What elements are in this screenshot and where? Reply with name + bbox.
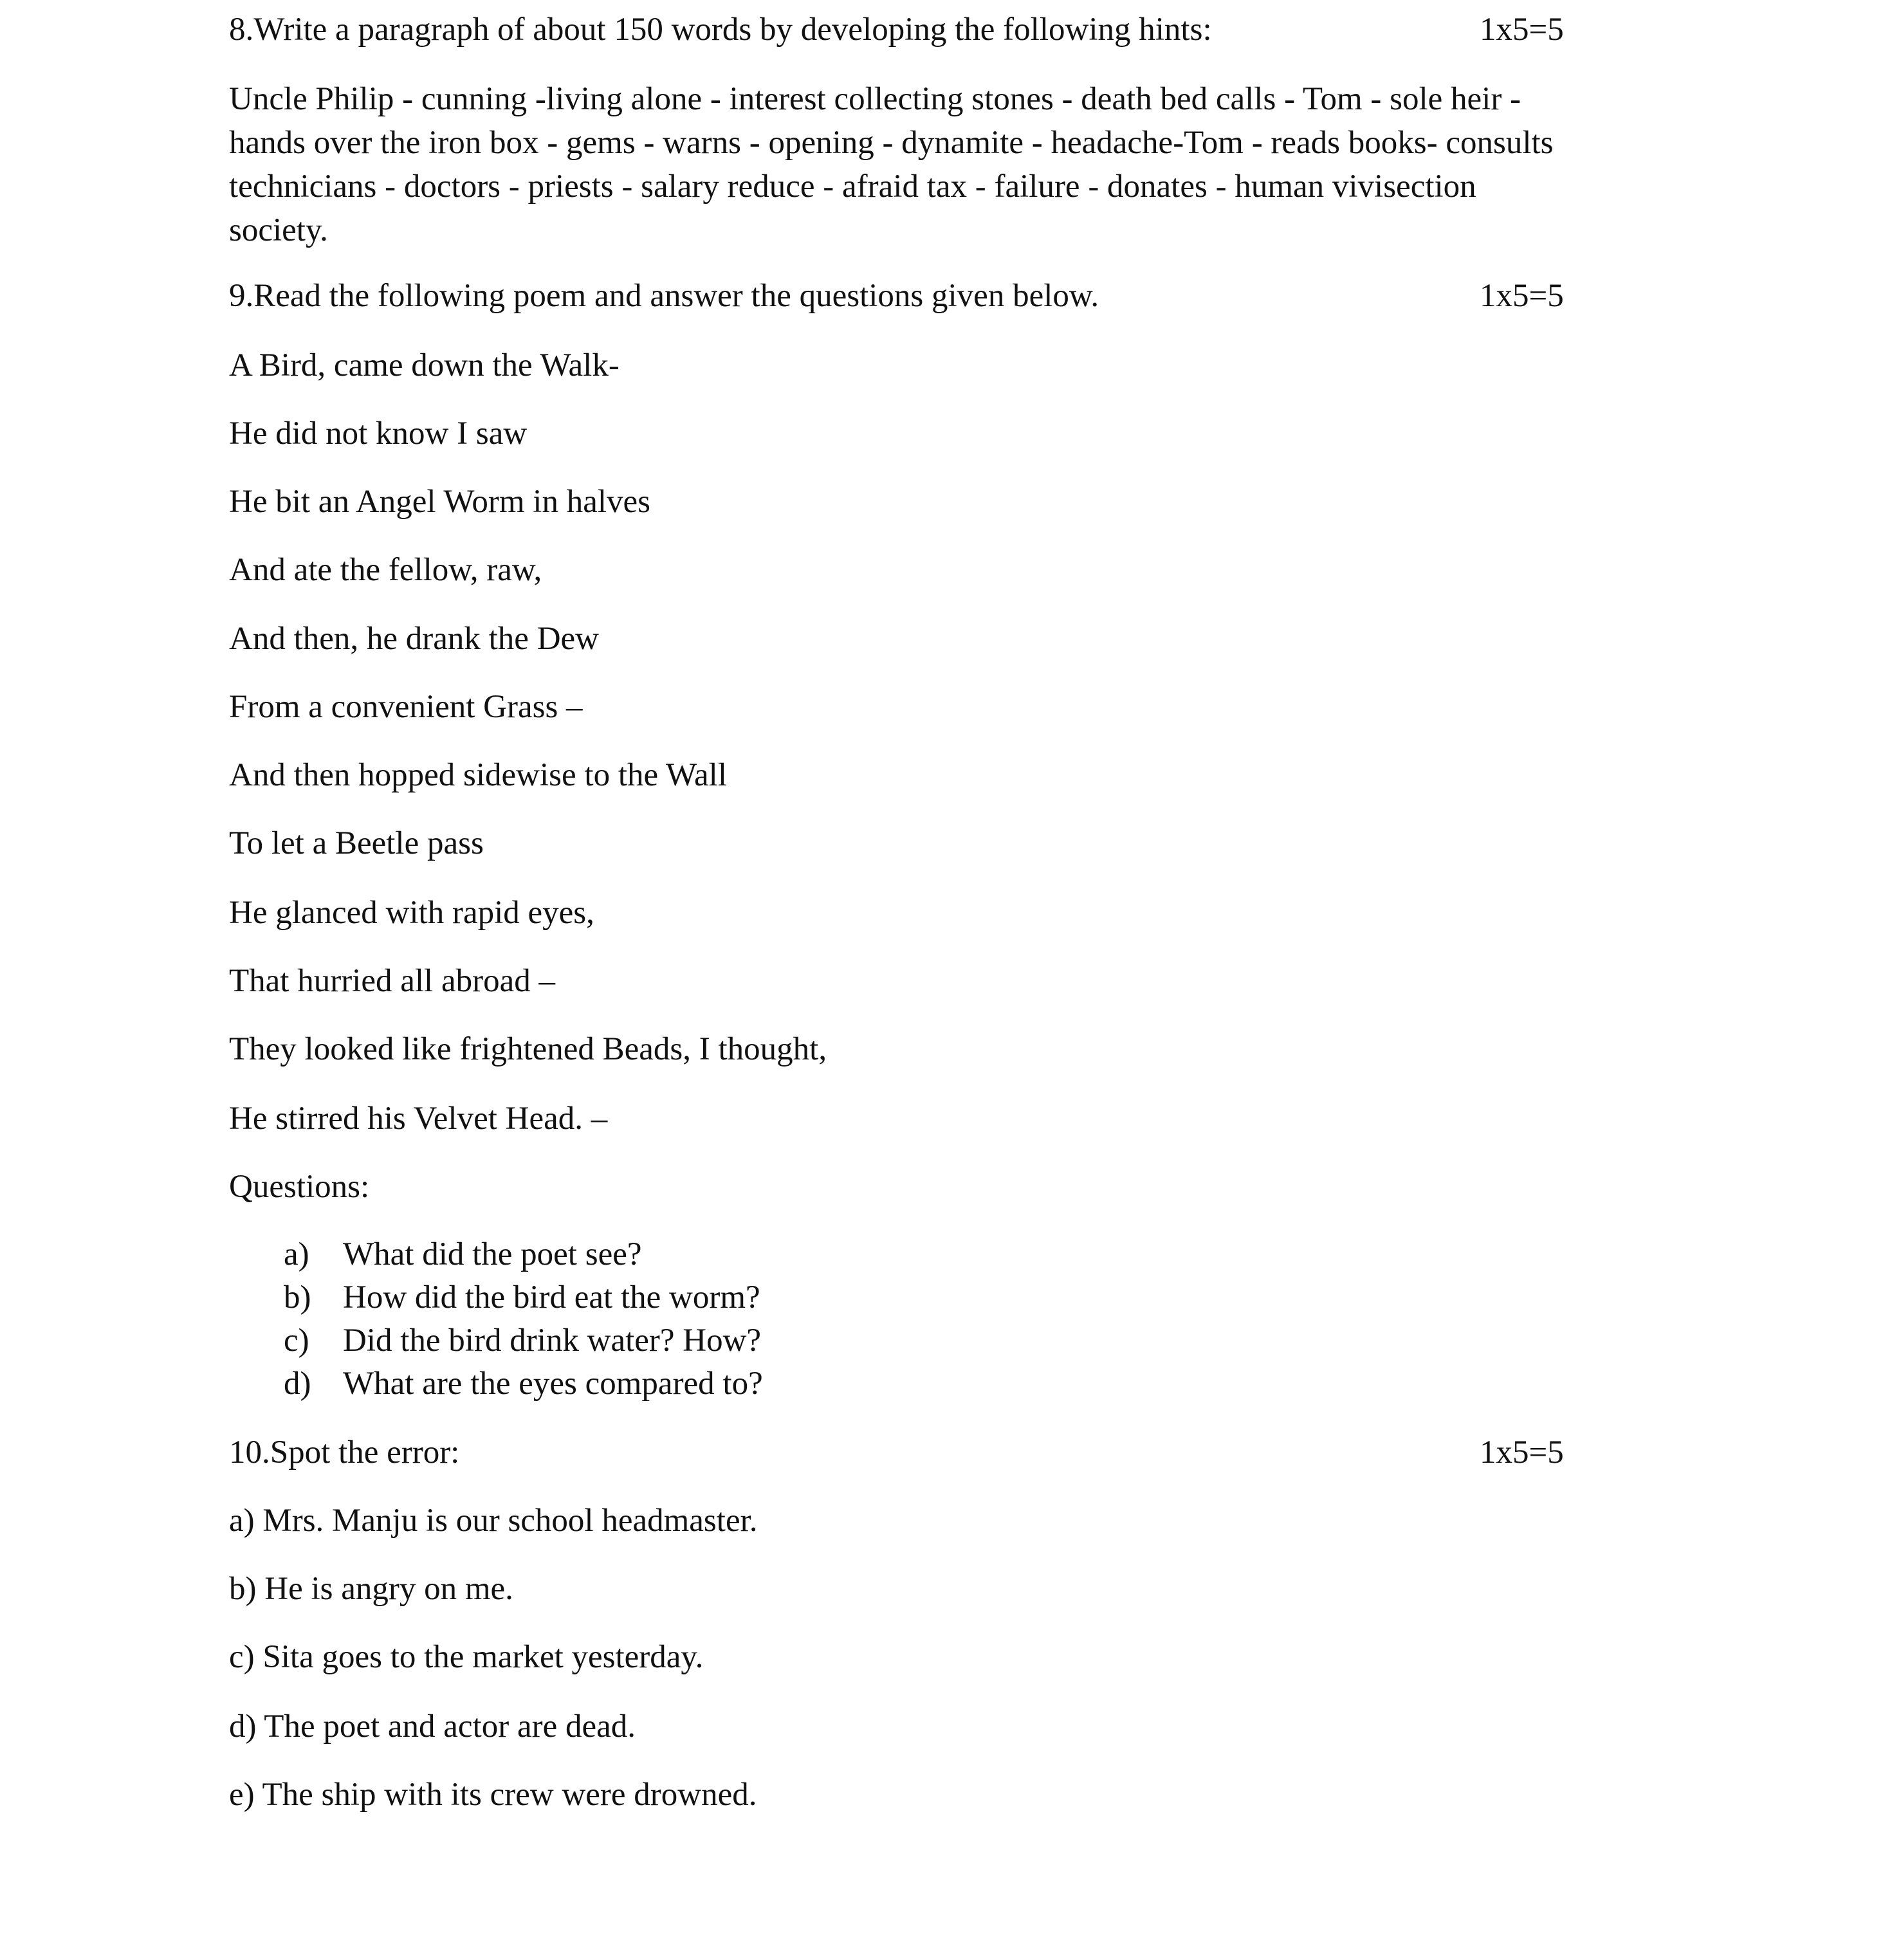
question-label: a): [284, 1236, 309, 1272]
poem-line: From a convenient Grass –: [229, 689, 583, 725]
q9-marks: 1x5=5: [1480, 278, 1564, 314]
poem-line: And ate the fellow, raw,: [229, 552, 542, 588]
poem-line: He did not know I saw: [229, 416, 528, 452]
question-text: What did the poet see?: [343, 1236, 642, 1272]
q8-hints-line: society.: [229, 212, 328, 248]
q8-hints-line: Uncle Philip - cunning -living alone - interest collecting stones - death bed calls - Tom - sole heir -: [229, 81, 1521, 117]
q10-heading: 10.Spot the error:: [229, 1434, 460, 1470]
question-text: Did the bird drink water? How?: [343, 1323, 762, 1359]
q8-heading: 8.Write a paragraph of about 150 words by developing the following hints:: [229, 12, 1212, 48]
q8-hints-line: hands over the iron box - gems - warns - opening - dynamite - headache-Tom - reads books- consults: [229, 125, 1554, 161]
q8-hints: [229, 77, 1696, 252]
question-label: d): [284, 1366, 311, 1402]
q10-marks: 1x5=5: [1480, 1434, 1564, 1470]
poem-line: And then hopped sidewise to the Wall: [229, 757, 727, 793]
question-text: What are the eyes compared to?: [343, 1366, 763, 1402]
error-item: b) He is angry on me.: [229, 1571, 513, 1607]
error-item: e) The ship with its crew were drowned.: [229, 1777, 757, 1813]
q9-heading: 9.Read the following poem and answer the questions given below.: [229, 278, 1099, 314]
poem-line: To let a Beetle pass: [229, 825, 484, 861]
poem-line: A Bird, came down the Walk-: [229, 347, 620, 383]
poem-line: He bit an Angel Worm in halves: [229, 484, 651, 520]
error-item: d) The poet and actor are dead.: [229, 1708, 636, 1745]
poem-line: He stirred his Velvet Head. –: [229, 1101, 608, 1137]
error-item: a) Mrs. Manju is our school headmaster.: [229, 1503, 758, 1539]
q8-hints-line: technicians - doctors - priests - salary reduce - afraid tax - failure - donates - human vivisection: [229, 169, 1476, 205]
question-label: c): [284, 1323, 309, 1359]
question-text: How did the bird eat the worm?: [343, 1279, 760, 1315]
poem-line: And then, he drank the Dew: [229, 621, 599, 657]
q8-marks: 1x5=5: [1480, 12, 1564, 48]
poem-line: That hurried all abroad –: [229, 963, 555, 999]
poem-line: They looked like frightened Beads, I thought,: [229, 1031, 827, 1067]
question-label: b): [284, 1279, 311, 1315]
error-item: c) Sita goes to the market yesterday.: [229, 1639, 704, 1675]
poem-line: He glanced with rapid eyes,: [229, 895, 594, 931]
questions-label: Questions:: [229, 1169, 370, 1205]
